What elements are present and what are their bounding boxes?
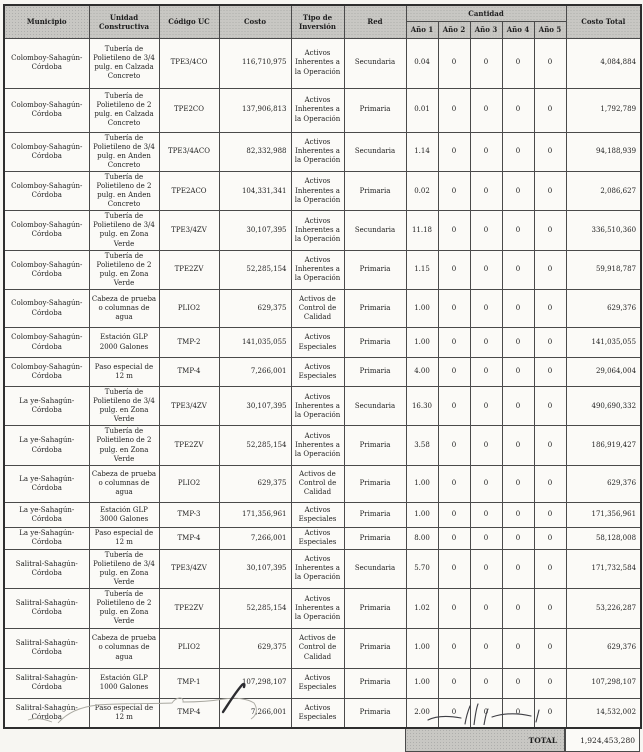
cell-anio-1: 1.00 (406, 328, 438, 358)
cell-tipo-inversion: Activos de Control de Calidad (291, 465, 344, 502)
header-red: Red (344, 5, 406, 38)
cell-costo: 171,356,961 (219, 502, 291, 527)
cell-red: Secundaria (344, 132, 406, 171)
cell-anio-1: 1.15 (406, 250, 438, 289)
cell-codigo-uc: TPE2CO (159, 88, 219, 132)
cell-anio-2: 0 (438, 358, 470, 387)
cell-codigo-uc: TMP-4 (159, 358, 219, 387)
cell-anio-4: 0 (502, 358, 534, 387)
cell-municipio: Colomboy-Sahagún-Córdoba (4, 290, 89, 328)
cell-codigo-uc: TPE2ZV (159, 589, 219, 628)
cell-red: Primaria (344, 465, 406, 502)
cell-red: Secundaria (344, 387, 406, 426)
cell-anio-1: 4.00 (406, 358, 438, 387)
cell-anio-5: 0 (534, 668, 566, 698)
table-row (4, 628, 641, 668)
table-body (4, 38, 641, 728)
cell-costo: 30,107,395 (219, 549, 291, 588)
cell-tipo-inversion: Activos Especiales (291, 698, 344, 728)
header-codigo-uc: Código UC (159, 5, 219, 38)
cell-unidad-constructiva: Cabeza de prueba o columnas de agua (89, 465, 159, 502)
cell-costo-total: 4,084,884 (566, 38, 641, 88)
cell-tipo-inversion: Activos Especiales (291, 668, 344, 698)
cell-tipo-inversion: Activos Inherentes a la Operación (291, 589, 344, 628)
table-row (4, 426, 641, 465)
cell-anio-3: 0 (470, 628, 502, 668)
table-row (4, 549, 641, 588)
cell-costo: 629,375 (219, 290, 291, 328)
cell-tipo-inversion: Activos de Control de Calidad (291, 290, 344, 328)
cell-costo-total: 629,376 (566, 290, 641, 328)
header-municipio: Municipio (4, 5, 89, 38)
cell-red: Primaria (344, 250, 406, 289)
header-tipo-inversion: Tipo de Inversión (291, 5, 344, 38)
cell-red: Primaria (344, 698, 406, 728)
cell-costo-total: 2,086,627 (566, 171, 641, 210)
header-anio-3: Año 3 (470, 21, 502, 38)
cell-costo: 107,298,107 (219, 668, 291, 698)
cell-anio-5: 0 (534, 38, 566, 88)
cell-municipio: Colomboy-Sahagún-Córdoba (4, 38, 89, 88)
cell-anio-5: 0 (534, 290, 566, 328)
table-row (4, 211, 641, 250)
cell-anio-4: 0 (502, 549, 534, 588)
cell-unidad-constructiva: Paso especial de 12 m (89, 698, 159, 728)
cell-anio-2: 0 (438, 527, 470, 549)
cell-municipio: Colomboy-Sahagún-Córdoba (4, 88, 89, 132)
cell-anio-3: 0 (470, 132, 502, 171)
cell-costo-total: 141,035,055 (566, 328, 641, 358)
cell-anio-1: 2.00 (406, 698, 438, 728)
table-row (4, 527, 641, 549)
cell-costo-total: 490,690,332 (566, 387, 641, 426)
cell-costo-total: 171,356,961 (566, 502, 641, 527)
cell-costo: 629,375 (219, 465, 291, 502)
cell-anio-5: 0 (534, 465, 566, 502)
costing-table (3, 4, 642, 729)
header-costo-total: Costo Total (566, 5, 641, 38)
cell-costo: 30,107,395 (219, 211, 291, 250)
cell-costo: 137,906,813 (219, 88, 291, 132)
cell-red: Primaria (344, 628, 406, 668)
cell-anio-2: 0 (438, 132, 470, 171)
cell-tipo-inversion: Activos Inherentes a la Operación (291, 426, 344, 465)
cell-unidad-constructiva: Tubería de Polietileno de 2 pulg. en Zona Verde (89, 250, 159, 289)
cell-anio-1: 3.58 (406, 426, 438, 465)
cell-tipo-inversion: Activos Especiales (291, 358, 344, 387)
cell-anio-2: 0 (438, 589, 470, 628)
cell-municipio: La ye-Sahagún-Córdoba (4, 387, 89, 426)
cell-municipio: La ye-Sahagún-Córdoba (4, 426, 89, 465)
cell-tipo-inversion: Activos Especiales (291, 502, 344, 527)
cell-anio-3: 0 (470, 88, 502, 132)
table-row (4, 290, 641, 328)
cell-costo: 52,285,154 (219, 589, 291, 628)
cell-codigo-uc: TMP-4 (159, 698, 219, 728)
cell-red: Primaria (344, 171, 406, 210)
cell-anio-5: 0 (534, 502, 566, 527)
cell-municipio: Colomboy-Sahagún-Córdoba (4, 250, 89, 289)
cell-anio-1: 0.04 (406, 38, 438, 88)
cell-codigo-uc: PLIO2 (159, 465, 219, 502)
cell-anio-4: 0 (502, 171, 534, 210)
cell-anio-1: 11.18 (406, 211, 438, 250)
cell-anio-1: 5.70 (406, 549, 438, 588)
scanned-page (3, 4, 640, 752)
cell-anio-2: 0 (438, 698, 470, 728)
cell-unidad-constructiva: Cabeza de prueba o columnas de agua (89, 628, 159, 668)
cell-anio-3: 0 (470, 465, 502, 502)
cell-costo: 52,285,154 (219, 426, 291, 465)
cell-anio-3: 0 (470, 290, 502, 328)
cell-anio-3: 0 (470, 358, 502, 387)
cell-tipo-inversion: Activos Inherentes a la Operación (291, 88, 344, 132)
cell-tipo-inversion: Activos Inherentes a la Operación (291, 211, 344, 250)
cell-costo: 116,710,975 (219, 38, 291, 88)
cell-anio-3: 0 (470, 426, 502, 465)
cell-anio-5: 0 (534, 328, 566, 358)
table-row (4, 328, 641, 358)
cell-anio-2: 0 (438, 502, 470, 527)
cell-red: Primaria (344, 328, 406, 358)
cell-codigo-uc: TPE2ACO (159, 171, 219, 210)
cell-anio-4: 0 (502, 668, 534, 698)
cell-unidad-constructiva: Tubería de Polietileno de 3/4 pulg. en Calzada Concreto (89, 38, 159, 88)
cell-codigo-uc: TMP-2 (159, 328, 219, 358)
total-row (405, 729, 640, 752)
cell-anio-5: 0 (534, 132, 566, 171)
cell-costo-total: 107,298,107 (566, 668, 641, 698)
cell-anio-2: 0 (438, 668, 470, 698)
cell-anio-3: 0 (470, 211, 502, 250)
table-row (4, 589, 641, 628)
cell-anio-2: 0 (438, 328, 470, 358)
table-row (4, 387, 641, 426)
cell-anio-2: 0 (438, 250, 470, 289)
cell-unidad-constructiva: Tubería de Polietileno de 3/4 pulg. en Anden Concreto (89, 132, 159, 171)
cell-unidad-constructiva: Tubería de Polietileno de 3/4 pulg. en Zona Verde (89, 211, 159, 250)
cell-tipo-inversion: Activos Inherentes a la Operación (291, 38, 344, 88)
cell-unidad-constructiva: Paso especial de 12 m (89, 527, 159, 549)
cell-anio-4: 0 (502, 328, 534, 358)
header-anio-4: Año 4 (502, 21, 534, 38)
cell-anio-3: 0 (470, 527, 502, 549)
cell-municipio: La ye-Sahagún-Córdoba (4, 527, 89, 549)
cell-anio-1: 1.02 (406, 589, 438, 628)
cell-costo-total: 59,918,787 (566, 250, 641, 289)
cell-municipio: Colomboy-Sahagún-Córdoba (4, 171, 89, 210)
cell-municipio: Colomboy-Sahagún-Córdoba (4, 328, 89, 358)
cell-unidad-constructiva: Tubería de Polietileno de 2 pulg. en Calzada Concreto (89, 88, 159, 132)
cell-costo-total: 94,188,939 (566, 132, 641, 171)
table-row (4, 171, 641, 210)
cell-red: Secundaria (344, 549, 406, 588)
cell-costo-total: 629,376 (566, 465, 641, 502)
cell-anio-3: 0 (470, 589, 502, 628)
cell-anio-2: 0 (438, 171, 470, 210)
cell-anio-4: 0 (502, 290, 534, 328)
cell-codigo-uc: TPE3/4CO (159, 38, 219, 88)
cell-anio-5: 0 (534, 426, 566, 465)
cell-municipio: Colomboy-Sahagún-Córdoba (4, 358, 89, 387)
table-row (4, 668, 641, 698)
cell-anio-5: 0 (534, 88, 566, 132)
cell-unidad-constructiva: Estación GLP 1000 Galones (89, 668, 159, 698)
cell-anio-1: 0.01 (406, 88, 438, 132)
cell-anio-2: 0 (438, 290, 470, 328)
cell-costo-total: 629,376 (566, 628, 641, 668)
table-row (4, 698, 641, 728)
cell-anio-3: 0 (470, 250, 502, 289)
cell-tipo-inversion: Activos Inherentes a la Operación (291, 250, 344, 289)
cell-costo: 104,331,341 (219, 171, 291, 210)
cell-anio-1: 1.00 (406, 628, 438, 668)
cell-unidad-constructiva: Estación GLP 3000 Galones (89, 502, 159, 527)
cell-costo-total: 1,792,789 (566, 88, 641, 132)
cell-anio-4: 0 (502, 250, 534, 289)
cell-costo: 30,107,395 (219, 387, 291, 426)
cell-anio-5: 0 (534, 589, 566, 628)
table-header (4, 5, 641, 38)
cell-tipo-inversion: Activos de Control de Calidad (291, 628, 344, 668)
cell-anio-5: 0 (534, 171, 566, 210)
cell-anio-4: 0 (502, 88, 534, 132)
cell-anio-1: 1.00 (406, 465, 438, 502)
cell-anio-4: 0 (502, 387, 534, 426)
cell-anio-4: 0 (502, 628, 534, 668)
cell-anio-5: 0 (534, 250, 566, 289)
cell-anio-3: 0 (470, 387, 502, 426)
cell-tipo-inversion: Activos Especiales (291, 328, 344, 358)
cell-anio-1: 1.14 (406, 132, 438, 171)
cell-tipo-inversion: Activos Inherentes a la Operación (291, 549, 344, 588)
cell-anio-4: 0 (502, 211, 534, 250)
cell-municipio: Salitral-Sahagún-Córdoba (4, 549, 89, 588)
cell-costo-total: 186,919,427 (566, 426, 641, 465)
cell-unidad-constructiva: Tubería de Polietileno de 3/4 pulg. en Zona Verde (89, 549, 159, 588)
cell-red: Primaria (344, 589, 406, 628)
header-anio-2: Año 2 (438, 21, 470, 38)
cell-red: Primaria (344, 88, 406, 132)
cell-costo-total: 29,064,004 (566, 358, 641, 387)
table-row (4, 358, 641, 387)
cell-municipio: Salitral-Sahagún-Córdoba (4, 589, 89, 628)
table-row (4, 502, 641, 527)
cell-codigo-uc: TMP-1 (159, 668, 219, 698)
cell-anio-2: 0 (438, 426, 470, 465)
cell-anio-3: 0 (470, 38, 502, 88)
table-row (4, 250, 641, 289)
cell-costo-total: 53,226,287 (566, 589, 641, 628)
cell-tipo-inversion: Activos Inherentes a la Operación (291, 171, 344, 210)
cell-anio-2: 0 (438, 211, 470, 250)
cell-costo: 141,035,055 (219, 328, 291, 358)
cell-municipio: La ye-Sahagún-Córdoba (4, 502, 89, 527)
cell-costo-total: 14,532,002 (566, 698, 641, 728)
cell-anio-4: 0 (502, 465, 534, 502)
cell-costo: 629,375 (219, 628, 291, 668)
cell-red: Secundaria (344, 211, 406, 250)
cell-tipo-inversion: Activos Inherentes a la Operación (291, 387, 344, 426)
cell-anio-2: 0 (438, 88, 470, 132)
cell-codigo-uc: TPE2ZV (159, 426, 219, 465)
cell-unidad-constructiva: Cabeza de prueba o columnas de agua (89, 290, 159, 328)
cell-unidad-constructiva: Tubería de Polietileno de 3/4 pulg. en Zona Verde (89, 387, 159, 426)
cell-anio-3: 0 (470, 698, 502, 728)
cell-anio-4: 0 (502, 698, 534, 728)
header-anio-1: Año 1 (406, 21, 438, 38)
cell-anio-3: 0 (470, 502, 502, 527)
cell-codigo-uc: TPE3/4ZV (159, 549, 219, 588)
cell-red: Secundaria (344, 38, 406, 88)
total-value-cell: 1,924,453,280 (565, 729, 640, 752)
cell-anio-5: 0 (534, 698, 566, 728)
cell-red: Primaria (344, 668, 406, 698)
table-row (4, 88, 641, 132)
cell-red: Primaria (344, 426, 406, 465)
cell-red: Primaria (344, 358, 406, 387)
cell-tipo-inversion: Activos Especiales (291, 527, 344, 549)
cell-costo-total: 336,510,360 (566, 211, 641, 250)
cell-costo-total: 58,128,008 (566, 527, 641, 549)
cell-anio-1: 1.00 (406, 290, 438, 328)
table-row (4, 38, 641, 88)
cell-municipio: Salitral-Sahagún-Córdoba (4, 628, 89, 668)
cell-anio-3: 0 (470, 328, 502, 358)
cell-anio-2: 0 (438, 549, 470, 588)
cell-red: Primaria (344, 527, 406, 549)
cell-anio-3: 0 (470, 549, 502, 588)
cell-red: Primaria (344, 502, 406, 527)
cell-anio-2: 0 (438, 387, 470, 426)
cell-anio-3: 0 (470, 668, 502, 698)
header-unidad-constructiva: Unidad Constructiva (89, 5, 159, 38)
table-header-row (4, 5, 641, 21)
cell-anio-4: 0 (502, 132, 534, 171)
cell-anio-1: 0.02 (406, 171, 438, 210)
cell-anio-2: 0 (438, 38, 470, 88)
cell-unidad-constructiva: Tubería de Polietileno de 2 pulg. en Zona Verde (89, 426, 159, 465)
cell-costo: 7,266,001 (219, 527, 291, 549)
cell-costo: 82,332,988 (219, 132, 291, 171)
cell-anio-4: 0 (502, 502, 534, 527)
cell-costo-total: 171,732,584 (566, 549, 641, 588)
table-row (4, 465, 641, 502)
header-costo: Costo (219, 5, 291, 38)
cell-anio-4: 0 (502, 527, 534, 549)
cell-costo: 7,266,001 (219, 698, 291, 728)
cell-codigo-uc: TPE2ZV (159, 250, 219, 289)
cell-unidad-constructiva: Estación GLP 2000 Galones (89, 328, 159, 358)
cell-anio-1: 1.00 (406, 668, 438, 698)
cell-codigo-uc: PLIO2 (159, 628, 219, 668)
cell-anio-1: 1.00 (406, 502, 438, 527)
cell-codigo-uc: TPE3/4ACO (159, 132, 219, 171)
cell-municipio: Colomboy-Sahagún-Córdoba (4, 132, 89, 171)
cell-tipo-inversion: Activos Inherentes a la Operación (291, 132, 344, 171)
cell-codigo-uc: PLIO2 (159, 290, 219, 328)
cell-anio-2: 0 (438, 628, 470, 668)
cell-municipio: Colomboy-Sahagún-Córdoba (4, 211, 89, 250)
cell-codigo-uc: TMP-4 (159, 527, 219, 549)
cell-municipio: La ye-Sahagún-Córdoba (4, 465, 89, 502)
cell-codigo-uc: TPE3/4ZV (159, 211, 219, 250)
cell-codigo-uc: TPE3/4ZV (159, 387, 219, 426)
cell-anio-5: 0 (534, 211, 566, 250)
cell-anio-5: 0 (534, 358, 566, 387)
cell-anio-5: 0 (534, 549, 566, 588)
cell-unidad-constructiva: Paso especial de 12 m (89, 358, 159, 387)
cell-codigo-uc: TMP-3 (159, 502, 219, 527)
cell-anio-1: 8.00 (406, 527, 438, 549)
table-row (4, 132, 641, 171)
cell-unidad-constructiva: Tubería de Polietileno de 2 pulg. en Zona Verde (89, 589, 159, 628)
header-anio-5: Año 5 (534, 21, 566, 38)
cell-municipio: Salitral-Sahagún-Córdoba (4, 698, 89, 728)
cell-anio-5: 0 (534, 628, 566, 668)
cell-anio-1: 16.30 (406, 387, 438, 426)
cell-anio-3: 0 (470, 171, 502, 210)
cell-costo: 52,285,154 (219, 250, 291, 289)
cell-anio-4: 0 (502, 38, 534, 88)
cell-red: Primaria (344, 290, 406, 328)
cell-costo: 7,266,001 (219, 358, 291, 387)
cell-anio-5: 0 (534, 527, 566, 549)
cell-anio-4: 0 (502, 426, 534, 465)
cell-anio-2: 0 (438, 465, 470, 502)
cell-anio-5: 0 (534, 387, 566, 426)
total-label-cell: TOTAL (405, 729, 565, 752)
cell-unidad-constructiva: Tubería de Polietileno de 2 pulg. en Anden Concreto (89, 171, 159, 210)
cell-anio-4: 0 (502, 589, 534, 628)
cell-municipio: Salitral-Sahagún-Córdoba (4, 668, 89, 698)
header-cantidad: Cantidad (406, 5, 566, 21)
